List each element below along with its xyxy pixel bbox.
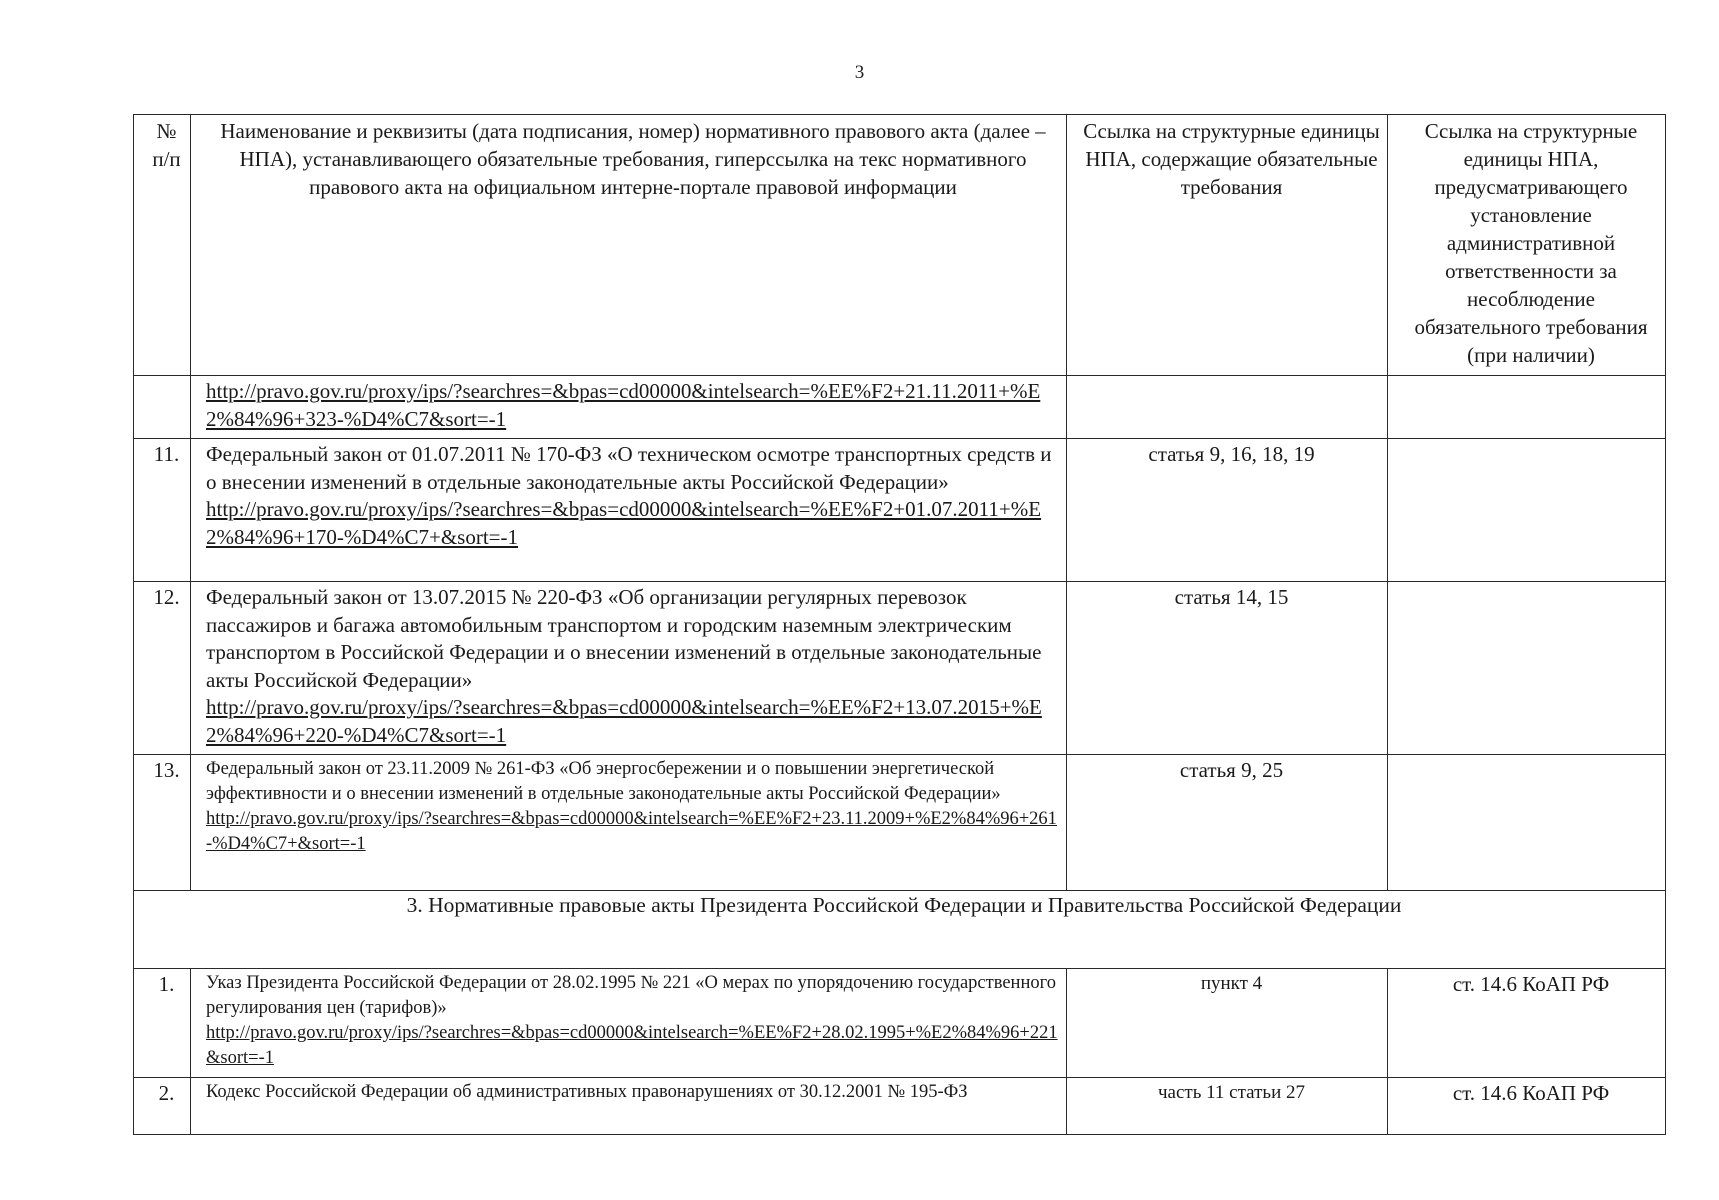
npa-link[interactable]: http://pravo.gov.ru/proxy/ips/?searchres=&bpas=cd00000&intelsearch=%EE%F2+21.11.2011+%E2%84%96+323-%D4%C7&sort=-1 <box>206 379 1041 431</box>
npa-link[interactable]: http://pravo.gov.ru/proxy/ips/?searchres=&bpas=cd00000&intelsearch=%EE%F2+13.07.2015+%E2%84%96+220-%D4%C7&sort=-1 <box>206 695 1042 747</box>
row-name-cell <box>191 755 1067 891</box>
row-adm <box>1388 439 1666 582</box>
npa-title: Кодекс Российской Федерации об административных правонарушениях от 30.12.2001 № 195-ФЗ <box>206 1082 968 1102</box>
row-num: 11. <box>134 439 191 582</box>
section-title: 3. Нормативные правовые акты Президента Российской Федерации и Правительства Российской Федерации <box>134 891 1666 969</box>
table-header-row <box>134 115 1666 376</box>
row-ref <box>1067 376 1388 439</box>
table-row <box>134 582 1666 755</box>
row-name-cell <box>191 439 1067 582</box>
table-row <box>134 439 1666 582</box>
row-ref: часть 11 статьи 27 <box>1067 1078 1388 1135</box>
row-adm <box>1388 755 1666 891</box>
row-ref: статья 14, 15 <box>1067 582 1388 755</box>
row-adm <box>1388 582 1666 755</box>
table-row <box>134 755 1666 891</box>
npa-title: Федеральный закон от 01.07.2011 № 170-ФЗ «О техническом осмотре транспортных средств и о внесении изменений в отдельные законодательные акты Российской Федерации» <box>206 442 1052 494</box>
row-adm <box>1388 376 1666 439</box>
row-adm: ст. 14.6 КоАП РФ <box>1388 969 1666 1078</box>
npa-link[interactable]: http://pravo.gov.ru/proxy/ips/?searchres=&bpas=cd00000&intelsearch=%EE%F2+23.11.2009+%E2%84%96+261-%D4%C7+&sort=-1 <box>206 809 1057 854</box>
table-row <box>134 1078 1666 1135</box>
row-num: 13. <box>134 755 191 891</box>
table-row-continued <box>134 376 1666 439</box>
row-name-cell <box>191 1078 1067 1135</box>
row-num: 12. <box>134 582 191 755</box>
row-ref: статья 9, 25 <box>1067 755 1388 891</box>
header-ref: Ссылка на структурные единицы НПА, содержащие обязательные требования <box>1067 115 1388 376</box>
row-num: 1. <box>134 969 191 1078</box>
npa-title: Федеральный закон от 23.11.2009 № 261-ФЗ «Об энергосбережении и о повышении энергетической эффективности и о внесении изменений в отдельные законодательные акты Российской Федерации» <box>206 759 1001 804</box>
row-num: 2. <box>134 1078 191 1135</box>
row-name-cell <box>191 969 1067 1078</box>
section-row <box>134 891 1666 969</box>
header-name: Наименование и реквизиты (дата подписания, номер) нормативного правового акта (далее – НПА), устанавливающего обязательные требования, гиперссылка на текс нормативного правового акта на официальном интерне-портале правовой информации <box>191 115 1067 376</box>
row-name-cell <box>191 376 1067 439</box>
table-row <box>134 969 1666 1078</box>
npa-title: Федеральный закон от 13.07.2015 № 220-ФЗ «Об организации регулярных перевозок пассажиров и багажа автомобильным транспортом и городским наземным электрическим транспортом в Российской Федерации и о внесении изменений в отдельные законодательные акты Российской Федерации» <box>206 585 1042 692</box>
row-adm: ст. 14.6 КоАП РФ <box>1388 1078 1666 1135</box>
npa-table <box>133 114 1666 1135</box>
header-adm: Ссылка на структурные единицы НПА, предусматривающего установление административной ответственности за несоблюдение обязательного требования (при наличии) <box>1388 115 1666 376</box>
npa-link[interactable]: http://pravo.gov.ru/proxy/ips/?searchres=&bpas=cd00000&intelsearch=%EE%F2+01.07.2011+%E2%84%96+170-%D4%C7+&sort=-1 <box>206 497 1042 549</box>
row-ref: статья 9, 16, 18, 19 <box>1067 439 1388 582</box>
row-num <box>134 376 191 439</box>
row-ref: пункт 4 <box>1067 969 1388 1078</box>
header-num: № п/п <box>134 115 191 376</box>
npa-link[interactable]: http://pravo.gov.ru/proxy/ips/?searchres=&bpas=cd00000&intelsearch=%EE%F2+28.02.1995+%E2%84%96+221&sort=-1 <box>206 1023 1058 1068</box>
npa-title: Указ Президента Российской Федерации от 28.02.1995 № 221 «О мерах по упорядочению государственного регулирования цен (тарифов)» <box>206 973 1056 1018</box>
page-number: 3 <box>854 62 865 83</box>
row-name-cell <box>191 582 1067 755</box>
